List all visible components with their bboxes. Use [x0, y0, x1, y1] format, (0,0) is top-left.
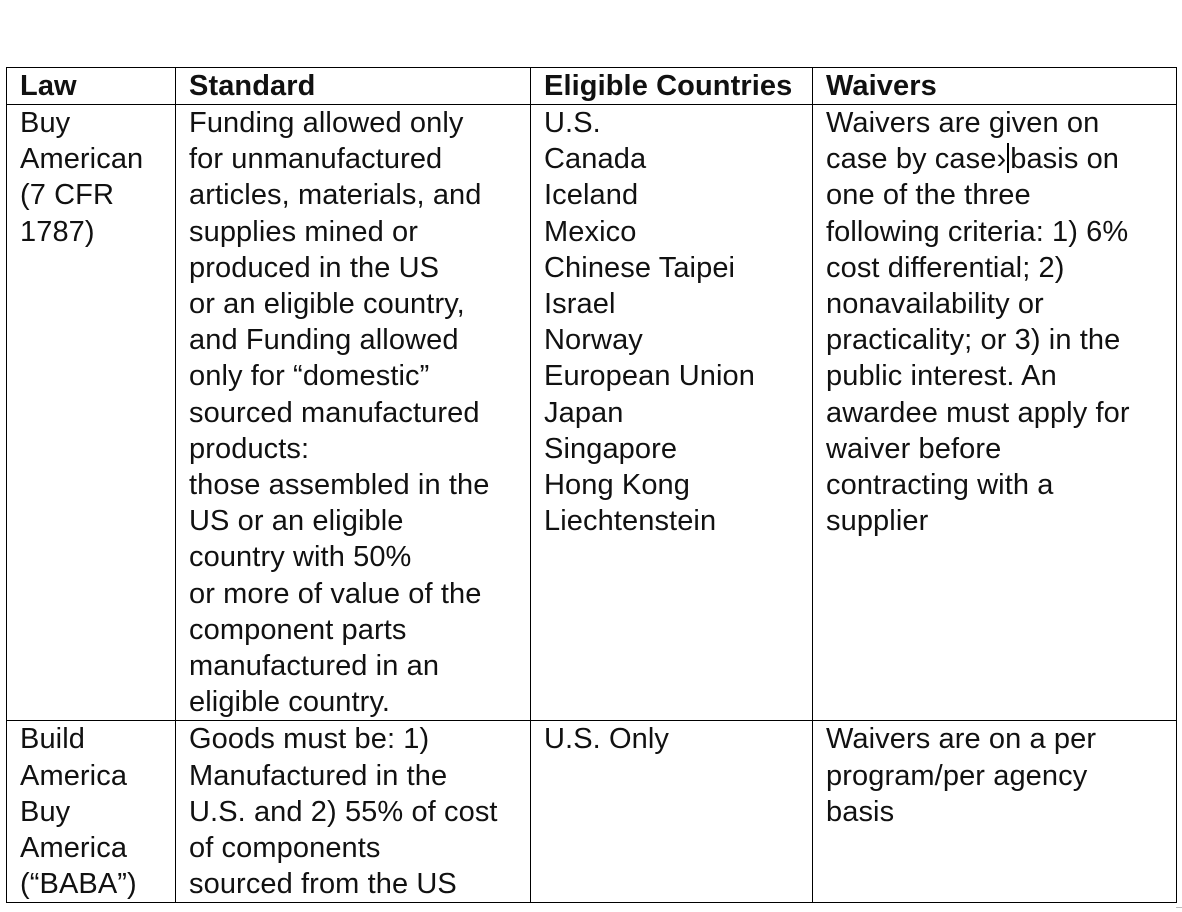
waivers-text-end: basis on one of the three following criteria: 1) 6% cost differential; 2) nonavailability or practicality; or 3) in the public interest. An awardee must apply for waiver before contracting with a supplier	[826, 143, 1130, 538]
table-row	[7, 721, 1177, 903]
waivers-cell[interactable]	[813, 105, 1177, 721]
table-row	[7, 105, 1177, 721]
text-cursor	[1007, 143, 1009, 173]
page-corner-marker	[1176, 907, 1182, 912]
standard-cell[interactable]: Funding allowed only for unmanufactured articles, materials, and supplies mined or produced in the US or an eligible country, and Funding allowed only for “domestic” sourced manufactured products: those assembled in the US or an eligible country with 50% or more of value of the component parts manufactured in an eligible country.	[176, 105, 531, 721]
law-cell[interactable]: Build America Buy America (“BABA”)	[7, 721, 176, 903]
eligible-countries-cell[interactable]: U.S. Only	[531, 721, 813, 903]
waivers-cell[interactable]: Waivers are on a per program/per agency basis	[813, 721, 1177, 903]
law-cell[interactable]: Buy American (7 CFR 1787)	[7, 105, 176, 721]
waivers-text-start: Waivers are given on case by case›	[826, 107, 1100, 176]
header-law: Law	[7, 68, 176, 105]
header-standard: Standard	[176, 68, 531, 105]
header-waivers: Waivers	[813, 68, 1177, 105]
header-row	[7, 68, 1177, 105]
header-eligible-countries: Eligible Countries	[531, 68, 813, 105]
eligible-countries-cell[interactable]: U.S. Canada Iceland Mexico Chinese Taipei Israel Norway European Union Japan Singapore Hong Kong Liechtenstein	[531, 105, 813, 721]
comparison-table	[6, 67, 1177, 903]
standard-cell[interactable]: Goods must be: 1) Manufactured in the U.S. and 2) 55% of cost of components sourced from the US	[176, 721, 531, 903]
